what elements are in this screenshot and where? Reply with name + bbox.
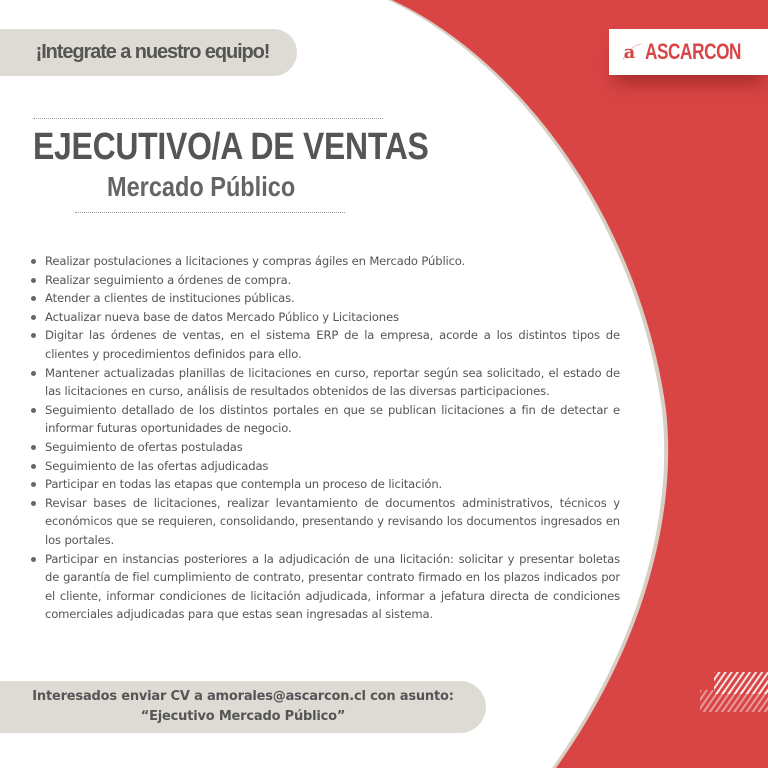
- list-item: Seguimiento de las ofertas adjudicadas: [28, 457, 620, 476]
- list-item: Digitar las órdenes de ventas, en el sistema ERP de la empresa, acorde a los distintos tipos de clientes y procedimientos definidos para ello.: [28, 326, 620, 363]
- list-item: Realizar postulaciones a licitaciones y compras ágiles en Mercado Público.: [28, 252, 620, 271]
- ascarcon-a-logo-icon: [621, 37, 643, 67]
- divider-bottom: [75, 212, 345, 213]
- duties-list: [28, 252, 620, 624]
- bullet-icon: [31, 259, 36, 264]
- contact-banner: [0, 681, 486, 733]
- tagline-text: ¡Integrate a nuestro equipo!: [35, 41, 270, 63]
- bullet-icon: [31, 278, 36, 283]
- list-item: Participar en todas las etapas que contempla un proceso de licitación.: [28, 475, 620, 494]
- bullet-icon: [31, 501, 36, 506]
- bullet-icon: [31, 371, 36, 376]
- bullet-icon: [31, 557, 36, 562]
- list-item: Realizar seguimiento a órdenes de compra.: [28, 271, 620, 290]
- contact-subject: “Ejecutivo Mercado Público”: [140, 709, 346, 724]
- bullet-icon: [31, 333, 36, 338]
- list-item: Actualizar nueva base de datos Mercado Público y Licitaciones: [28, 308, 620, 327]
- divider-top: [33, 118, 383, 119]
- contact-instructions: Interesados enviar CV a amorales@ascarcon.cl con asunto:: [32, 689, 454, 704]
- bullet-icon: [31, 482, 36, 487]
- job-subtitle: Mercado Público: [107, 171, 296, 202]
- logo-wordmark: ASCARCON: [644, 39, 741, 64]
- bullet-icon: [31, 315, 36, 320]
- list-item: Revisar bases de licitaciones, realizar levantamiento de documentos administrativos, técnicos y económicos que se requieren, consolidando, presentando y revisando los documentos ingresados en los portales.: [28, 494, 620, 550]
- list-item: Mantener actualizadas planillas de licitaciones en curso, reportar según sea solicitado, el estado de las licitaciones en curso, análisis de resultados obtenidos de las diversas participaciones.: [28, 364, 620, 401]
- list-item: Seguimiento de ofertas postuladas: [28, 438, 620, 457]
- list-item: Participar en instancias posteriores a la adjudicación de una licitación: solicitar y presentar boletas de garantía de fiel cumplimiento de contrato, presentar contrato firmado en los plazos indicados por el cliente, informar condiciones de licitación adjudicada, informar a jefatura directa de condiciones comerciales adjudicadas para que estas sean ingresadas al sistema.: [28, 550, 620, 624]
- bullet-icon: [31, 296, 36, 301]
- tagline-banner: [0, 29, 297, 76]
- diagonal-stripes-decoration: [700, 672, 768, 712]
- job-title: EJECUTIVO/A DE VENTAS: [33, 126, 429, 168]
- company-logo: [609, 29, 768, 75]
- bullet-icon: [31, 408, 36, 413]
- list-item: Seguimiento detallado de los distintos portales en que se publican licitaciones a fin de detectar e informar futuras oportunidades de negocio.: [28, 401, 620, 438]
- list-item: Atender a clientes de instituciones públicas.: [28, 289, 620, 308]
- svg-text:a: a: [623, 42, 636, 64]
- bullet-icon: [31, 445, 36, 450]
- bullet-icon: [31, 464, 36, 469]
